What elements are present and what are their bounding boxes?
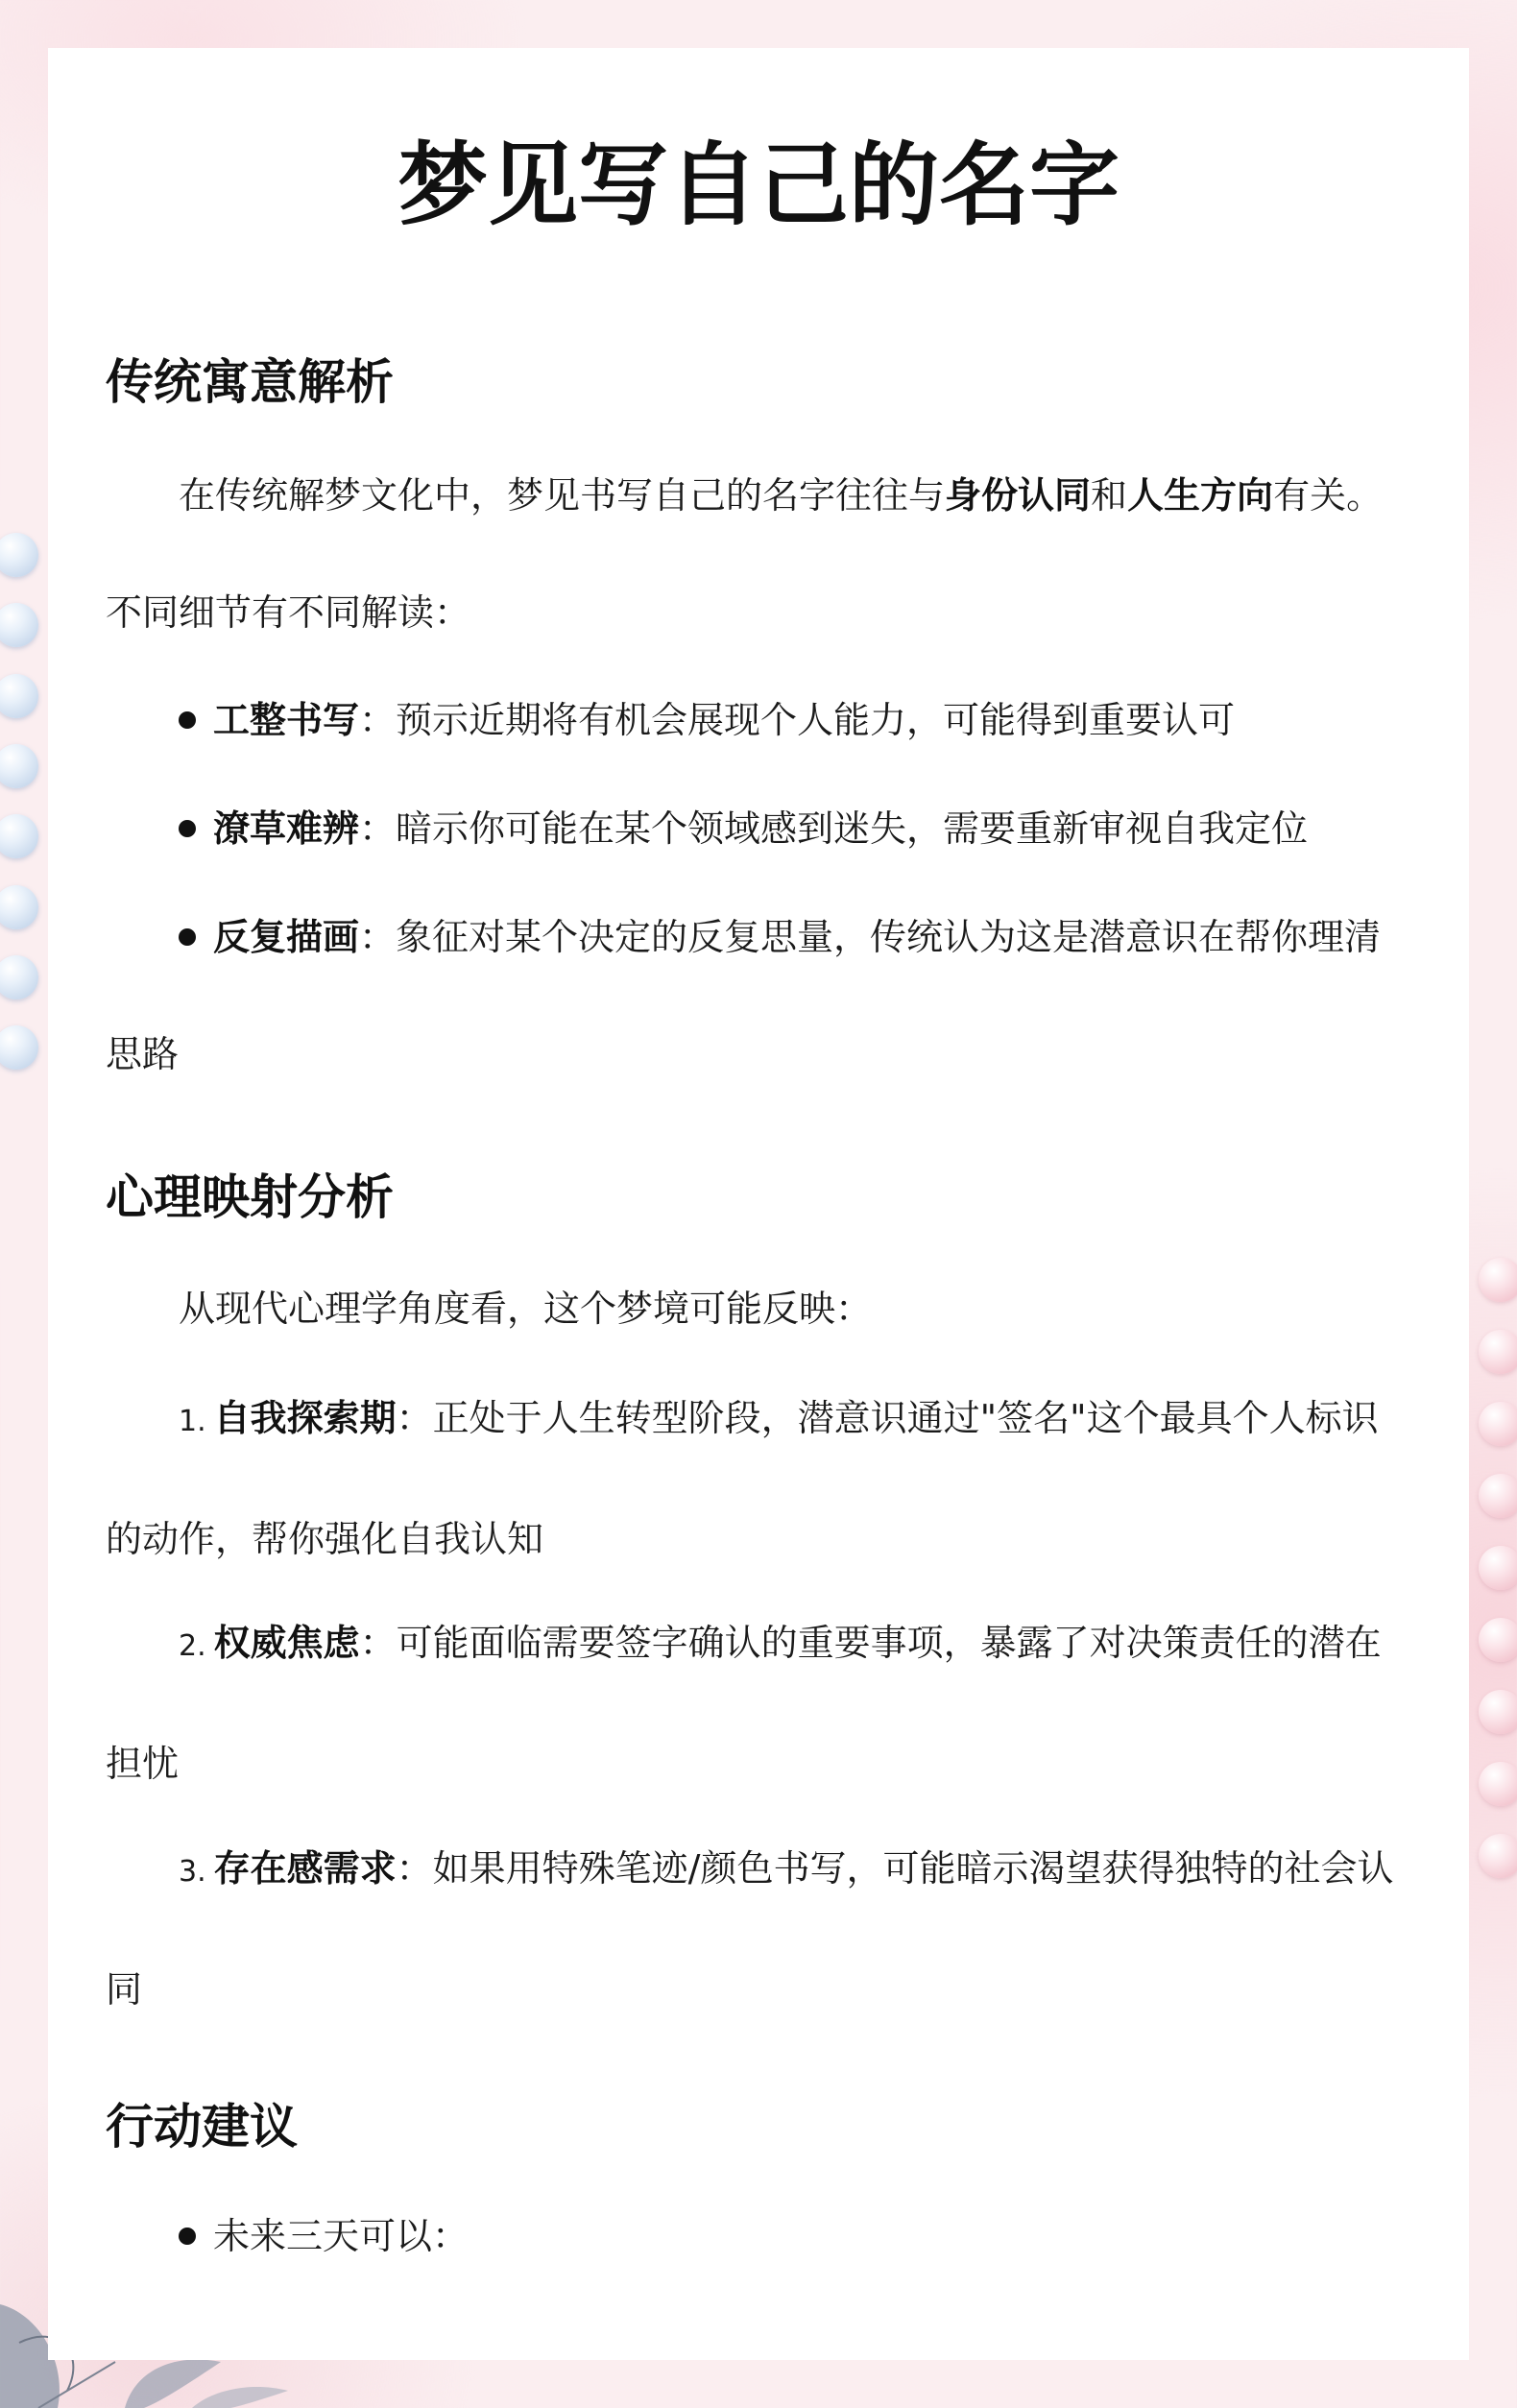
item-text: ：如果用特殊笔迹/颜色书写，可能暗示渴望获得独特的社会认同 xyxy=(106,1847,1394,2011)
section-heading-actions: 行动建议 xyxy=(106,2099,298,2155)
section-heading-psychology: 心理映射分析 xyxy=(106,1169,394,1225)
decorative-bead xyxy=(0,955,38,999)
intro-text: 在传统解梦文化中，梦见书写自己的名字往往与 xyxy=(179,474,946,517)
item-bold-label: 存在感需求 xyxy=(213,1847,397,1890)
bullet-icon xyxy=(179,820,196,837)
decorative-bead xyxy=(1479,1546,1517,1590)
list-item xyxy=(106,662,1411,779)
decorative-bead xyxy=(0,533,38,577)
list-item xyxy=(106,879,1411,1113)
item-bold-label: 权威焦虑 xyxy=(213,1622,360,1664)
item-bold-label: 潦草难辨 xyxy=(213,807,360,850)
list-item xyxy=(106,1584,1411,1822)
decorative-bead xyxy=(1479,1474,1517,1518)
page-title: 梦见写自己的名字 xyxy=(397,133,1120,238)
list-item xyxy=(106,1360,1411,1598)
list-item xyxy=(106,2178,1411,2295)
section-intro-psychology: 从现代心理学角度看，这个梦境可能反映： xyxy=(179,1288,873,1330)
item-bold-label: 工整书写 xyxy=(213,699,360,741)
decorative-bead xyxy=(0,744,38,788)
bullet-icon xyxy=(179,711,196,729)
intro-bold-text: 人生方向 xyxy=(1127,474,1274,517)
decorative-bead xyxy=(1479,1402,1517,1446)
item-number: 2. xyxy=(179,1629,206,1663)
decorative-bead xyxy=(1479,1690,1517,1734)
decorative-bead xyxy=(1479,1834,1517,1878)
item-text: ：象征对某个决定的反复思量，传统认为这是潜意识在帮你理清思路 xyxy=(106,916,1382,1075)
decorative-bead xyxy=(0,814,38,858)
decorative-bead xyxy=(0,674,38,718)
document-card xyxy=(48,48,1469,2360)
section-intro-traditional xyxy=(106,437,1411,671)
item-number: 1. xyxy=(179,1405,206,1438)
item-text: 未来三天可以： xyxy=(213,2215,470,2257)
item-number: 3. xyxy=(179,1855,206,1889)
decorative-bead xyxy=(0,603,38,647)
section-heading-traditional: 传统寓意解析 xyxy=(106,354,394,410)
item-text: ：可能面临需要签字确认的重要事项，暴露了对决策责任的潜在担忧 xyxy=(106,1622,1382,1785)
item-text: ：正处于人生转型阶段，潜意识通过"签名"这个最具个人标识的动作，帮你强化自我认知 xyxy=(106,1397,1379,1560)
item-text: ：暗示你可能在某个领域感到迷失，需要重新审视自我定位 xyxy=(359,807,1309,850)
decorative-bead xyxy=(1479,1330,1517,1374)
intro-text: 和 xyxy=(1091,474,1128,517)
intro-text: 有关。不同细节有不同解读： xyxy=(106,474,1384,634)
item-bold-label: 反复描画 xyxy=(213,916,360,958)
decorative-bead xyxy=(1479,1762,1517,1806)
decorative-bead xyxy=(1479,1618,1517,1662)
decorative-bead xyxy=(0,1025,38,1070)
list-item xyxy=(106,1810,1411,2048)
decorative-bead xyxy=(1479,1258,1517,1302)
item-text: ：预示近期将有机会展现个人能力，可能得到重要认可 xyxy=(359,699,1236,741)
bullet-icon xyxy=(179,928,196,946)
item-bold-label: 自我探索期 xyxy=(213,1397,397,1439)
bullet-icon xyxy=(179,2227,196,2245)
intro-bold-text: 身份认同 xyxy=(945,474,1092,517)
list-item xyxy=(106,770,1411,887)
decorative-bead xyxy=(0,885,38,929)
